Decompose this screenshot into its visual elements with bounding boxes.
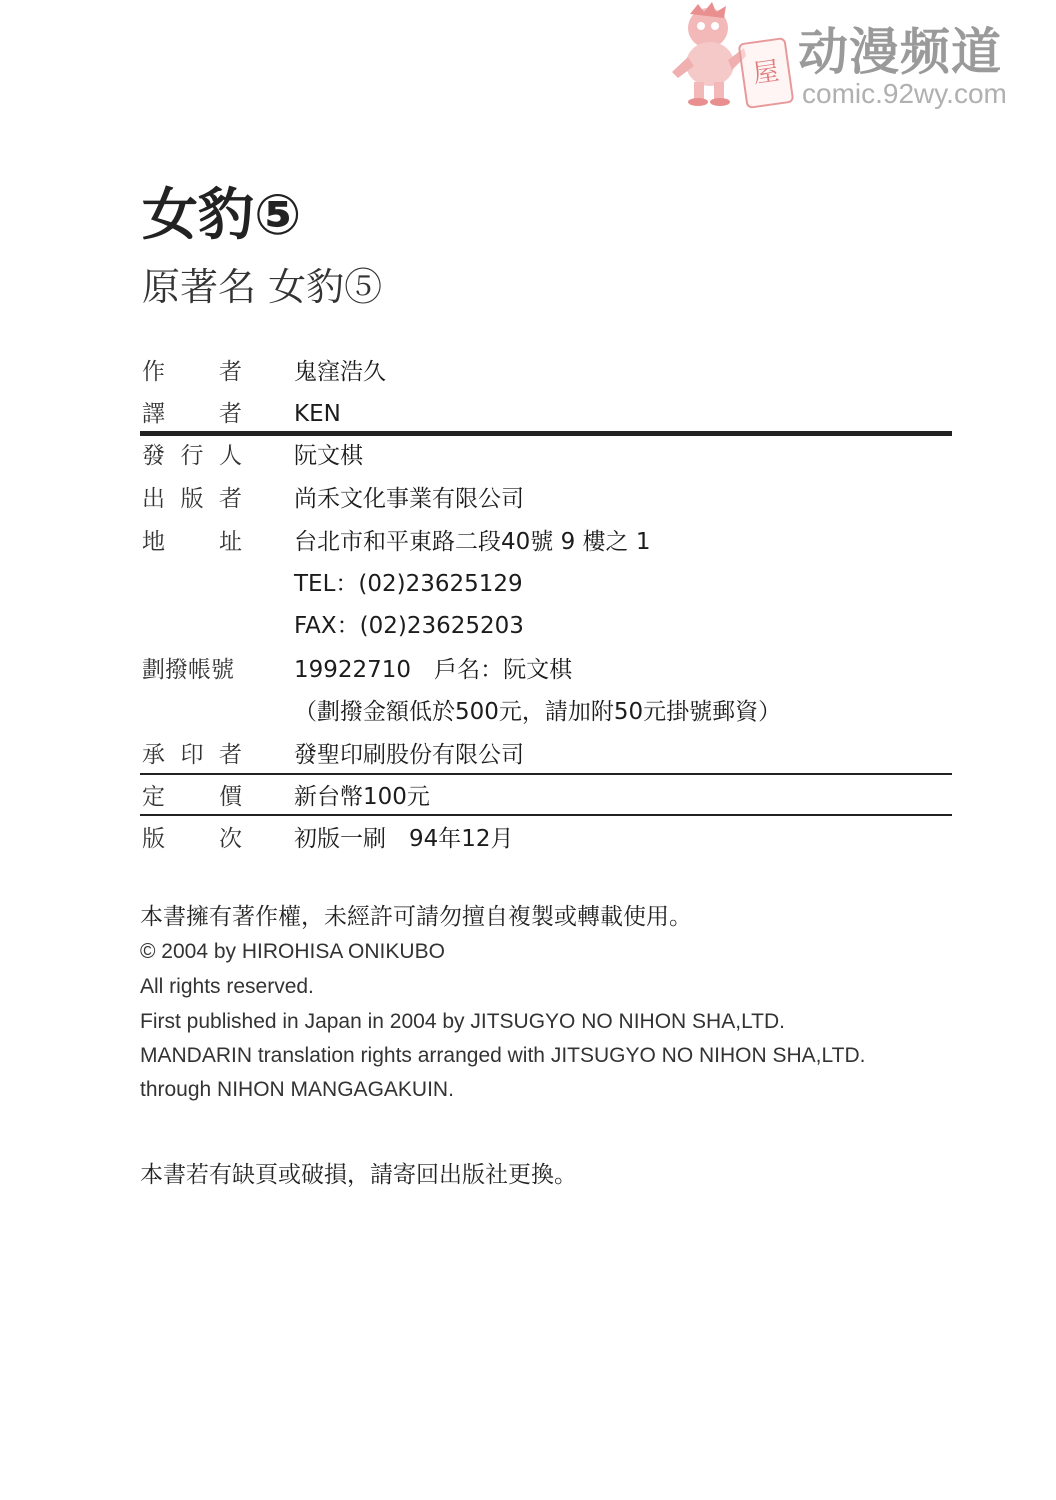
replacement-note: 本書若有缺頁或破損，請寄回出版社更換。 xyxy=(140,1162,577,1188)
credit-label: 譯 者 xyxy=(142,401,242,427)
copyright-line: © 2004 by HIROHISA ONIKUBO xyxy=(140,940,445,963)
watermark-site-url: comic.92wy.com xyxy=(802,78,1007,109)
copyright-line: MANDARIN translation rights arranged with JITSUGYO NO NIHON SHA,LTD. xyxy=(140,1044,866,1067)
transfer-account: 19922710 戶名：阮文棋 xyxy=(294,657,573,683)
divider xyxy=(140,814,952,816)
issuer-name: 阮文棋 xyxy=(294,443,363,469)
mascot-logo-icon xyxy=(668,2,748,107)
telephone: TEL：(02)23625129 xyxy=(294,571,523,597)
credit-label: 作 者 xyxy=(142,359,242,385)
transfer-note: （劃撥金額低於500元，請加附50元掛號郵資） xyxy=(294,699,782,725)
copyright-notice-cn: 本書擁有著作權，未經許可請勿擅自複製或轉載使用。 xyxy=(140,904,692,930)
printer-name: 發聖印刷股份有限公司 xyxy=(294,742,524,768)
thick-divider xyxy=(140,431,952,436)
watermark-seal: 屋 xyxy=(738,37,795,109)
author-name: 鬼窪浩久 xyxy=(294,359,386,385)
watermark-site-name: 动漫频道 xyxy=(798,23,1002,81)
translator-name: KEN xyxy=(294,401,341,427)
price-value: 新台幣100元 xyxy=(294,784,430,810)
copyright-line: All rights reserved. xyxy=(140,975,314,998)
copyright-line: through NIHON MANGAGAKUIN. xyxy=(140,1078,454,1101)
original-title: 原著名 女豹⑤ xyxy=(142,265,383,309)
fax: FAX：(02)23625203 xyxy=(294,613,524,639)
book-title: 女豹⑤ xyxy=(142,183,302,248)
copyright-line: First published in Japan in 2004 by JITSUGYO NO NIHON SHA,LTD. xyxy=(140,1010,786,1033)
divider xyxy=(140,773,952,775)
publisher-name: 尚禾文化事業有限公司 xyxy=(294,486,524,512)
site-watermark xyxy=(668,2,1056,114)
address: 台北市和平東路二段40號 9 樓之 1 xyxy=(294,529,651,555)
edition-value: 初版一刷 94年12月 xyxy=(294,826,514,852)
